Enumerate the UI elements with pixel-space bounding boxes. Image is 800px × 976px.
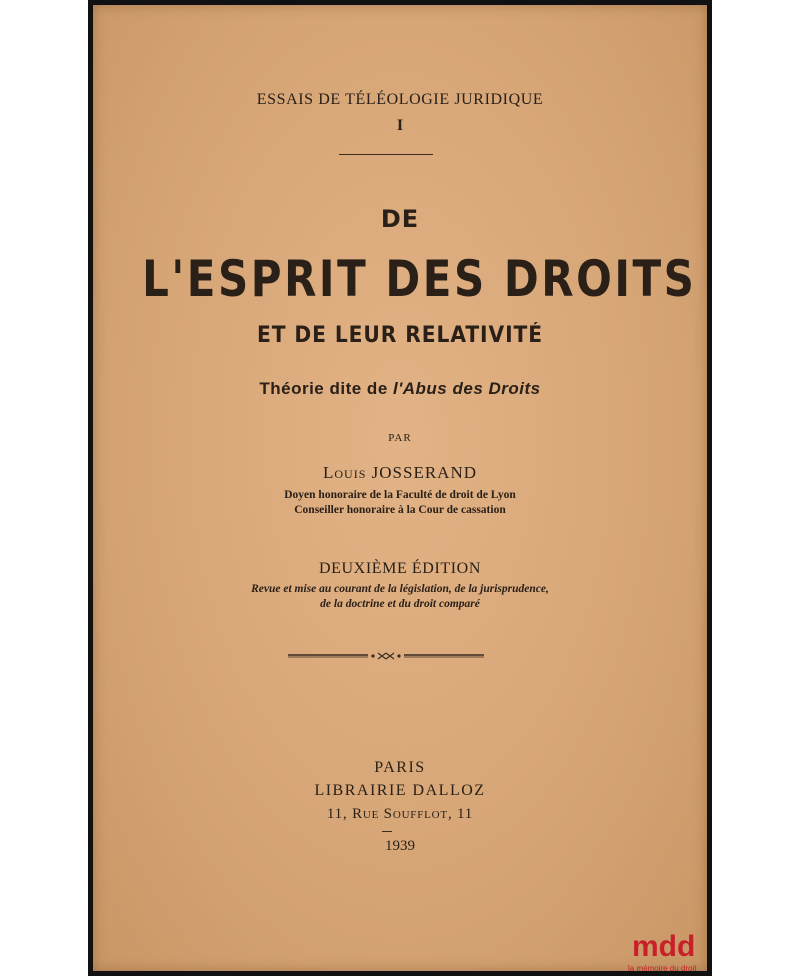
ornament-divider-icon bbox=[288, 648, 484, 664]
author-first-name: Louis bbox=[323, 463, 367, 482]
title-prefix: DE bbox=[380, 205, 420, 233]
top-rule bbox=[339, 154, 433, 155]
theory-line bbox=[93, 379, 707, 399]
author-credential: Conseiller honoraire à la Cour de cassation bbox=[294, 504, 506, 516]
publisher-address bbox=[93, 806, 707, 823]
volume-number: I bbox=[396, 117, 404, 134]
by-label: PAR bbox=[388, 432, 412, 444]
author-name bbox=[93, 463, 707, 483]
edition-label: DEUXIÈME ÉDITION bbox=[318, 560, 481, 577]
address-street: Rue Soufflot bbox=[352, 806, 448, 822]
address-number: 11, bbox=[326, 806, 353, 822]
cover-shadow bbox=[93, 5, 707, 971]
logo-text: mdd bbox=[632, 930, 696, 963]
year-rule bbox=[382, 831, 392, 832]
book-title: L'ESPRIT DES DROITS bbox=[142, 250, 697, 308]
book-cover bbox=[93, 5, 707, 971]
author-credential: Doyen honoraire de la Faculté de droit de Lyon bbox=[284, 489, 516, 501]
theory-italic: l'Abus des Droits bbox=[393, 379, 541, 398]
theory-prefix: Théorie dite de bbox=[259, 379, 393, 398]
book-subtitle: ET DE LEUR RELATIVITÉ bbox=[256, 323, 544, 348]
revision-note: de la doctrine et du droit comparé bbox=[320, 598, 480, 610]
series-title: ESSAIS DE TÉLÉOLOGIE JURIDIQUE bbox=[256, 91, 544, 108]
publication-year: 1939 bbox=[385, 838, 415, 854]
logo-tagline: la mémoire du droit bbox=[628, 964, 697, 973]
publisher-name: LIBRAIRIE DALLOZ bbox=[314, 782, 486, 799]
author-last-name: JOSSERAND bbox=[371, 463, 477, 482]
address-end: , 11 bbox=[447, 806, 474, 822]
revision-note: Revue et mise au courant de la législation, de la jurisprudence, bbox=[251, 583, 549, 595]
publisher-city: PARIS bbox=[374, 759, 426, 776]
